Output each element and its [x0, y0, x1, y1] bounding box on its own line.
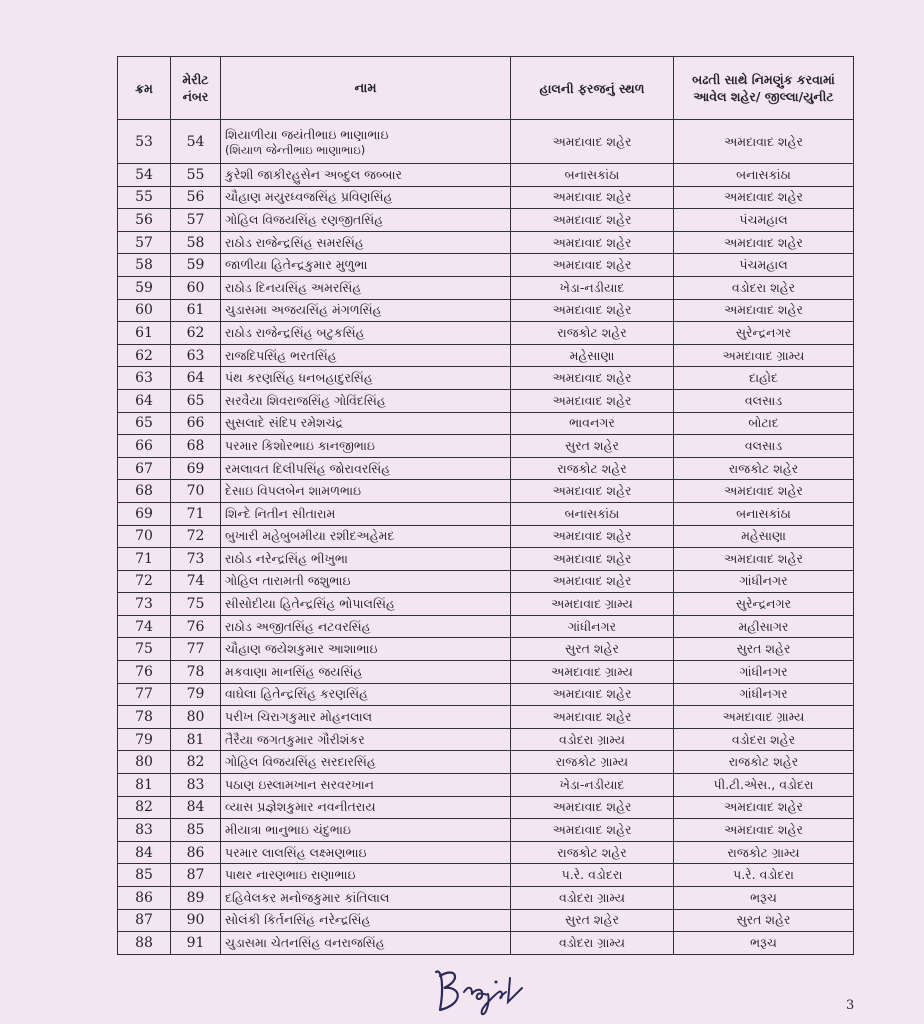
promotion-post-cell: વલસાડ — [674, 435, 854, 458]
promotion-post-cell: બોટાદ — [674, 412, 854, 435]
current-post-cell: અમદાવાદ શહેર — [511, 120, 674, 164]
serial-cell: 71 — [118, 548, 171, 571]
current-post-cell: અમદાવાદ ગ્રામ્ય — [511, 593, 674, 616]
promotion-post-cell: ગાંધીનગર — [674, 683, 854, 706]
merit-cell: 86 — [171, 841, 221, 864]
name-text: શિયાળીયા જયંતીભાઇ ભાણાભાઇ — [225, 126, 389, 142]
table-row — [118, 774, 854, 797]
header-promotion-post: બઢતી સાથે નિમણુંક કરવામાં આવેલ શહેર/ જીલ્લા/યુનીટ — [674, 57, 854, 120]
name-alias: (શિયાળ જેન્તીભાઇ ભાણાભાઇ) — [225, 142, 366, 157]
merit-cell: 70 — [171, 480, 221, 503]
serial-cell: 79 — [118, 728, 171, 751]
merit-cell: 68 — [171, 435, 221, 458]
table-body — [118, 120, 854, 955]
name-cell: રાઠોડ નરેન્દ્રસિંહ ભીખુભા — [221, 548, 511, 571]
merit-cell: 54 — [171, 120, 221, 164]
table-row — [118, 344, 854, 367]
header-name: નામ — [221, 57, 511, 120]
table-row — [118, 909, 854, 932]
current-post-cell: અમદાવાદ શહેર — [511, 683, 674, 706]
serial-cell: 88 — [118, 932, 171, 955]
serial-cell: 57 — [118, 231, 171, 254]
current-post-cell: મહેસાણા — [511, 344, 674, 367]
table-row — [118, 525, 854, 548]
current-post-cell: ખેડા-નડીયાદ — [511, 276, 674, 299]
table-row — [118, 638, 854, 661]
merit-cell: 80 — [171, 706, 221, 729]
current-post-cell: અમદાવાદ શહેર — [511, 525, 674, 548]
serial-cell: 70 — [118, 525, 171, 548]
table-header-row — [118, 57, 854, 120]
merit-cell: 62 — [171, 322, 221, 345]
table-row — [118, 706, 854, 729]
name-cell: રાઠોડ અજીતસિંહ નટવરસિંહ — [221, 615, 511, 638]
serial-cell: 80 — [118, 751, 171, 774]
serial-cell: 74 — [118, 615, 171, 638]
promotion-post-cell: મહીસાગર — [674, 615, 854, 638]
name-cell: ચુડાસમા અજયસિંહ મંગળસિંહ — [221, 299, 511, 322]
merit-cell: 59 — [171, 254, 221, 277]
serial-cell: 56 — [118, 209, 171, 232]
current-post-cell: અમદાવાદ શહેર — [511, 231, 674, 254]
current-post-cell: અમદાવાદ શહેર — [511, 706, 674, 729]
table-row — [118, 186, 854, 209]
merit-cell: 81 — [171, 728, 221, 751]
promotion-post-cell: દાહોદ — [674, 367, 854, 390]
current-post-cell: વડોદરા ગ્રામ્ય — [511, 887, 674, 910]
promotion-post-cell: વડોદરા શહેર — [674, 728, 854, 751]
serial-cell: 83 — [118, 819, 171, 842]
name-cell: કુરેશી જાકીરહુસેન અબ્દુલ જબ્બાર — [221, 164, 511, 187]
serial-cell: 67 — [118, 457, 171, 480]
promotion-post-cell: અમદાવાદ શહેર — [674, 548, 854, 571]
current-post-cell: અમદાવાદ શહેર — [511, 819, 674, 842]
current-post-cell: અમદાવાદ ગ્રામ્ય — [511, 661, 674, 684]
name-cell: પરીખ ચિરાગકુમાર મોહનલાલ — [221, 706, 511, 729]
current-post-cell: રાજકોટ ગ્રામ્ય — [511, 751, 674, 774]
table-row — [118, 864, 854, 887]
table-row — [118, 367, 854, 390]
name-cell: રાઠોડ દિનયસિંહ અમરસિંહ — [221, 276, 511, 299]
merit-cell: 69 — [171, 457, 221, 480]
table-row — [118, 480, 854, 503]
name-cell: બુખારી મહેબુબમીયા રશીદઅહેમદ — [221, 525, 511, 548]
table-row — [118, 841, 854, 864]
merit-cell: 85 — [171, 819, 221, 842]
merit-cell: 57 — [171, 209, 221, 232]
header-current-post: હાલની ફરજનું સ્થળ — [511, 57, 674, 120]
name-cell: સુસલાદે સંદિપ રમેશચંદ્ર — [221, 412, 511, 435]
table-row — [118, 932, 854, 955]
serial-cell: 76 — [118, 661, 171, 684]
table-row — [118, 570, 854, 593]
serial-cell: 69 — [118, 502, 171, 525]
current-post-cell: સુરત શહેર — [511, 638, 674, 661]
name-cell: સરવૈયા શિવરાજસિંહ ગોવિંદસિંહ — [221, 389, 511, 412]
promotion-post-cell: ભરૂચ — [674, 887, 854, 910]
name-cell: ગોહિલ તારામતી જશુભાઇ — [221, 570, 511, 593]
promotion-post-cell: પ.રે. વડોદરા — [674, 864, 854, 887]
current-post-cell: વડોદરા ગ્રામ્ય — [511, 728, 674, 751]
table-row — [118, 661, 854, 684]
promotion-post-cell: બનાસકાંઠા — [674, 164, 854, 187]
merit-cell: 74 — [171, 570, 221, 593]
merit-cell: 89 — [171, 887, 221, 910]
table-row — [118, 164, 854, 187]
current-post-cell: ભાવનગર — [511, 412, 674, 435]
serial-cell: 72 — [118, 570, 171, 593]
serial-cell: 68 — [118, 480, 171, 503]
current-post-cell: અમદાવાદ શહેર — [511, 254, 674, 277]
promotion-post-cell: ભરૂચ — [674, 932, 854, 955]
merit-cell: 83 — [171, 774, 221, 797]
name-cell: વાઘેલા હિતેન્દ્રસિંહ કરણસિંહ — [221, 683, 511, 706]
table-row — [118, 231, 854, 254]
current-post-cell: ગાંધીનગર — [511, 615, 674, 638]
table-row — [118, 120, 854, 164]
name-cell — [221, 120, 511, 164]
table-row — [118, 683, 854, 706]
merit-cell: 61 — [171, 299, 221, 322]
serial-cell: 61 — [118, 322, 171, 345]
merit-cell: 56 — [171, 186, 221, 209]
serial-cell: 58 — [118, 254, 171, 277]
promotion-post-cell: પંચમહાલ — [674, 254, 854, 277]
table-row — [118, 209, 854, 232]
serial-cell: 54 — [118, 164, 171, 187]
serial-cell: 81 — [118, 774, 171, 797]
promotion-post-cell: વલસાડ — [674, 389, 854, 412]
promotion-post-cell: રાજકોટ શહેર — [674, 751, 854, 774]
serial-cell: 60 — [118, 299, 171, 322]
header-serial: ક્રમ — [118, 57, 171, 120]
serial-cell: 62 — [118, 344, 171, 367]
name-cell: વ્યાસ પ્રજ્ઞેશકુમાર નવનીતરાય — [221, 796, 511, 819]
promotion-post-cell: ગાંધીનગર — [674, 570, 854, 593]
promotion-post-cell: અમદાવાદ શહેર — [674, 480, 854, 503]
name-cell: સીસોદીયા હિતેન્દ્રસિંહ ભોપાલસિંહ — [221, 593, 511, 616]
name-cell: પંથ કરણસિંહ ધનબહાદુરસિંહ — [221, 367, 511, 390]
promotion-post-cell: રાજકોટ શહેર — [674, 457, 854, 480]
serial-cell: 66 — [118, 435, 171, 458]
current-post-cell: વડોદરા ગ્રામ્ય — [511, 932, 674, 955]
merit-cell: 77 — [171, 638, 221, 661]
serial-cell: 85 — [118, 864, 171, 887]
merit-cell: 79 — [171, 683, 221, 706]
current-post-cell: અમદાવાદ શહેર — [511, 209, 674, 232]
current-post-cell: રાજકોટ શહેર — [511, 841, 674, 864]
table-row — [118, 435, 854, 458]
name-cell: ચૌહાણ જયેશકુમાર આશાભાઇ — [221, 638, 511, 661]
name-cell: દહિવેલકર મનોજકુમાર કાંતિલાલ — [221, 887, 511, 910]
promotion-post-cell: અમદાવાદ શહેર — [674, 796, 854, 819]
name-cell: પઠાણ ઇસ્લામખાન સરવરખાન — [221, 774, 511, 797]
promotion-post-cell: ગાંધીનગર — [674, 661, 854, 684]
merit-cell: 84 — [171, 796, 221, 819]
table-row — [118, 615, 854, 638]
table-row — [118, 819, 854, 842]
merit-cell: 91 — [171, 932, 221, 955]
merit-cell: 65 — [171, 389, 221, 412]
serial-cell: 73 — [118, 593, 171, 616]
table-row — [118, 389, 854, 412]
merit-cell: 71 — [171, 502, 221, 525]
table-row — [118, 548, 854, 571]
current-post-cell: બનાસકાંઠા — [511, 164, 674, 187]
promotion-post-cell: અમદાવાદ શહેર — [674, 819, 854, 842]
promotion-post-cell: બનાસકાંઠા — [674, 502, 854, 525]
serial-cell: 63 — [118, 367, 171, 390]
promotion-post-cell: પંચમહાલ — [674, 209, 854, 232]
name-cell: સોલંકી કિર્તનસિંહ નરેન્દ્રસિંહ — [221, 909, 511, 932]
serial-cell: 82 — [118, 796, 171, 819]
merit-cell: 75 — [171, 593, 221, 616]
promotion-post-cell: અમદાવાદ શહેર — [674, 299, 854, 322]
name-cell: પરમાર કિશોરભાઇ કાનજીભાઇ — [221, 435, 511, 458]
table-row — [118, 412, 854, 435]
promotion-post-cell: રાજકોટ ગ્રામ્ય — [674, 841, 854, 864]
name-cell: મીયાત્રા ભાનુભાઇ ચંદુભાઇ — [221, 819, 511, 842]
table-row — [118, 502, 854, 525]
current-post-cell: અમદાવાદ શહેર — [511, 299, 674, 322]
promotion-post-cell: અમદાવાદ શહેર — [674, 120, 854, 164]
table-row — [118, 887, 854, 910]
merit-cell: 82 — [171, 751, 221, 774]
table-row — [118, 751, 854, 774]
table-row — [118, 276, 854, 299]
serial-cell: 84 — [118, 841, 171, 864]
current-post-cell: સુરત શહેર — [511, 435, 674, 458]
promotion-post-cell: સુરત શહેર — [674, 909, 854, 932]
signature — [428, 958, 538, 1020]
current-post-cell: પ.રે. વડોદરા — [511, 864, 674, 887]
current-post-cell: અમદાવાદ શહેર — [511, 570, 674, 593]
merit-cell: 58 — [171, 231, 221, 254]
serial-cell: 77 — [118, 683, 171, 706]
serial-cell: 64 — [118, 389, 171, 412]
name-cell: રાજદિપસિંહ ભરતસિંહ — [221, 344, 511, 367]
name-cell: રાઠોડ રાજેન્દ્રસિંહ બટુકસિંહ — [221, 322, 511, 345]
current-post-cell: સુરત શહેર — [511, 909, 674, 932]
name-cell: ગોહિલ વિજયસિંહ સરદારસિંહ — [221, 751, 511, 774]
name-cell: પરમાર લાલસિંહ લક્ષ્મણભાઇ — [221, 841, 511, 864]
promotion-post-cell: વડોદરા શહેર — [674, 276, 854, 299]
merit-cell: 64 — [171, 367, 221, 390]
serial-cell: 75 — [118, 638, 171, 661]
promotion-post-cell: અમદાવાદ ગ્રામ્ય — [674, 706, 854, 729]
name-cell: રમલાવત દિલીપસિંહ જોરાવરસિંહ — [221, 457, 511, 480]
table-row — [118, 593, 854, 616]
serial-cell: 78 — [118, 706, 171, 729]
page-number: 3 — [846, 998, 855, 1013]
promotion-post-cell: અમદાવાદ શહેર — [674, 186, 854, 209]
current-post-cell: બનાસકાંઠા — [511, 502, 674, 525]
current-post-cell: અમદાવાદ શહેર — [511, 548, 674, 571]
merit-cell: 73 — [171, 548, 221, 571]
current-post-cell: અમદાવાદ શહેર — [511, 796, 674, 819]
table-row — [118, 796, 854, 819]
promotion-post-cell: સુરેન્દ્રનગર — [674, 593, 854, 616]
promotion-post-cell: પી.ટી.એસ., વડોદરા — [674, 774, 854, 797]
current-post-cell: અમદાવાદ શહેર — [511, 389, 674, 412]
promotion-table — [117, 56, 854, 955]
merit-cell: 60 — [171, 276, 221, 299]
serial-cell: 65 — [118, 412, 171, 435]
current-post-cell: અમદાવાદ શહેર — [511, 480, 674, 503]
name-cell: શિન્દે નિતીન સીતારામ — [221, 502, 511, 525]
merit-cell: 66 — [171, 412, 221, 435]
table-row — [118, 322, 854, 345]
merit-cell: 55 — [171, 164, 221, 187]
merit-cell: 76 — [171, 615, 221, 638]
promotion-post-cell: અમદાવાદ ગ્રામ્ય — [674, 344, 854, 367]
current-post-cell: રાજકોટ શહેર — [511, 457, 674, 480]
merit-cell: 78 — [171, 661, 221, 684]
merit-cell: 87 — [171, 864, 221, 887]
current-post-cell: ખેડા-નડીયાદ — [511, 774, 674, 797]
promotion-post-cell: સુરેન્દ્રનગર — [674, 322, 854, 345]
name-cell: તૈરૈયા જગતકુમાર ગૌરીશંકર — [221, 728, 511, 751]
name-cell: મકવાણા માનસિંહ જયસિંહ — [221, 661, 511, 684]
merit-cell: 63 — [171, 344, 221, 367]
name-cell: રાઠોડ રાજેન્દ્રસિંહ સમરસિંહ — [221, 231, 511, 254]
current-post-cell: અમદાવાદ શહેર — [511, 186, 674, 209]
merit-cell: 72 — [171, 525, 221, 548]
merit-cell: 90 — [171, 909, 221, 932]
table-row — [118, 299, 854, 322]
name-cell: પાથર નારણભાઇ રાણાભાઇ — [221, 864, 511, 887]
name-cell: ચૌહાણ મયુરધ્વજસિંહ પ્રવિણસિંહ — [221, 186, 511, 209]
current-post-cell: રાજકોટ શહેર — [511, 322, 674, 345]
promotion-post-cell: મહેસાણા — [674, 525, 854, 548]
name-cell: જાળીયા હિતેન્દ્રકુમાર મુળુભા — [221, 254, 511, 277]
serial-cell: 55 — [118, 186, 171, 209]
serial-cell: 53 — [118, 120, 171, 164]
table-row — [118, 254, 854, 277]
table-row — [118, 457, 854, 480]
serial-cell: 86 — [118, 887, 171, 910]
header-merit-number: મેરીટ નંબર — [171, 57, 221, 120]
table-row — [118, 728, 854, 751]
promotion-post-cell: અમદાવાદ શહેર — [674, 231, 854, 254]
current-post-cell: અમદાવાદ શહેર — [511, 367, 674, 390]
name-cell: ગોહિલ વિજયસિંહ રણજીતસિંહ — [221, 209, 511, 232]
serial-cell: 87 — [118, 909, 171, 932]
name-cell: ચુડાસમા ચેતનસિંહ વનરાજસિંહ — [221, 932, 511, 955]
promotion-post-cell: સુરત શહેર — [674, 638, 854, 661]
name-cell: દેસાઇ વિપલબેન શામળભાઇ — [221, 480, 511, 503]
serial-cell: 59 — [118, 276, 171, 299]
